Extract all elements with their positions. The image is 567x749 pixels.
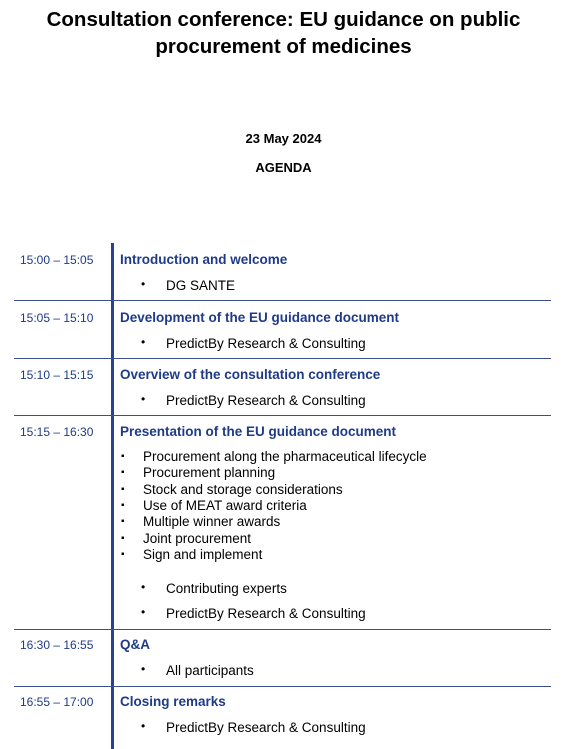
session-heading: Overview of the consultation conference [120,367,381,382]
row-divider [14,415,551,416]
speaker-name: All participants [166,663,254,678]
session-heading: Presentation of the EU guidance document [120,424,397,439]
title-line-2: procurement of medicines [155,35,412,58]
speaker-name: Contributing experts [166,581,287,596]
speaker-name: DG SANTE [166,278,236,293]
topic-label: Joint procurement [143,531,252,546]
topic-label: Stock and storage considerations [143,482,343,497]
row-divider [14,300,551,301]
row-divider [14,629,551,630]
bullet-icon: • [141,392,146,406]
event-date: 23 May 2024 [245,131,322,146]
session-time: 16:55 – 17:00 [20,695,94,709]
session-heading: Introduction and welcome [120,252,288,267]
title-line-1: Consultation conference: EU guidance on public [46,8,521,31]
square-bullet-icon: ▪ [121,467,125,478]
page-title [0,6,567,60]
session-time: 15:10 – 15:15 [20,368,94,382]
square-bullet-icon: ▪ [121,533,125,544]
square-bullet-icon: ▪ [121,549,125,560]
row-divider [14,686,551,687]
bullet-icon: • [141,580,146,594]
session-heading: Closing remarks [120,694,226,709]
square-bullet-icon: ▪ [121,451,125,462]
session-heading: Development of the EU guidance document [120,310,400,325]
bullet-icon: • [141,605,146,619]
bullet-icon: • [141,662,146,676]
square-bullet-icon: ▪ [121,516,125,527]
square-bullet-icon: ▪ [121,500,125,511]
session-time: 15:05 – 15:10 [20,311,94,325]
topic-label: Sign and implement [143,547,263,562]
bullet-icon: • [141,719,146,733]
session-time: 15:00 – 15:05 [20,253,94,267]
speaker-name: PredictBy Research & Consulting [166,393,366,408]
topic-label: Procurement along the pharmaceutical lifecycle [143,449,427,464]
speaker-name: PredictBy Research & Consulting [166,336,366,351]
square-bullet-icon: ▪ [121,484,125,495]
session-time: 16:30 – 16:55 [20,638,94,652]
bullet-icon: • [141,277,146,291]
session-time: 15:15 – 16:30 [20,425,94,439]
speaker-name: PredictBy Research & Consulting [166,720,366,735]
timeline-vertical-rule [111,243,114,749]
topic-label: Procurement planning [143,465,276,480]
row-divider [14,358,551,359]
bullet-icon: • [141,335,146,349]
topic-label: Multiple winner awards [143,514,281,529]
topic-label: Use of MEAT award criteria [143,498,307,513]
speaker-name: PredictBy Research & Consulting [166,606,366,621]
session-heading: Q&A [120,637,150,652]
agenda-label: AGENDA [255,160,312,175]
